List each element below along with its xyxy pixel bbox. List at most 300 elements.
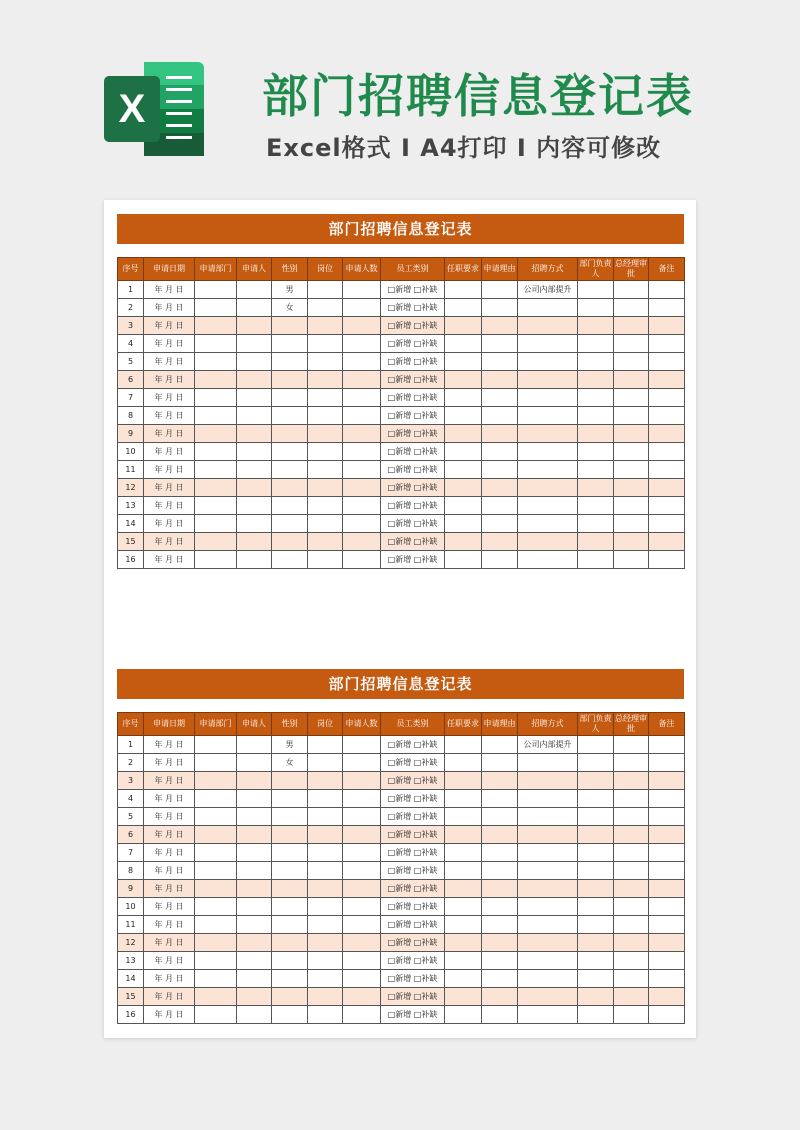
table-cell[interactable] xyxy=(343,335,381,353)
table-cell[interactable] xyxy=(445,407,482,425)
table-cell[interactable]: 14 xyxy=(118,970,144,988)
table-cell[interactable] xyxy=(578,808,614,826)
table-cell[interactable] xyxy=(518,371,578,389)
table-cell[interactable] xyxy=(237,736,272,754)
table-cell[interactable] xyxy=(343,407,381,425)
table-cell[interactable] xyxy=(578,772,614,790)
table-cell[interactable] xyxy=(649,425,685,443)
table-cell[interactable]: 6 xyxy=(118,371,144,389)
table-cell[interactable]: □新增 □补缺 xyxy=(381,826,445,844)
table-cell[interactable] xyxy=(518,407,578,425)
table-cell[interactable] xyxy=(482,754,518,772)
table-cell[interactable] xyxy=(272,443,308,461)
table-cell[interactable] xyxy=(578,862,614,880)
table-cell[interactable] xyxy=(237,988,272,1006)
table-cell[interactable] xyxy=(578,898,614,916)
table-cell[interactable]: 年 月 日 xyxy=(144,533,195,551)
table-cell[interactable] xyxy=(614,353,649,371)
table-cell[interactable]: 年 月 日 xyxy=(144,898,195,916)
table-cell[interactable] xyxy=(518,880,578,898)
table-cell[interactable] xyxy=(578,425,614,443)
table-cell[interactable]: 年 月 日 xyxy=(144,407,195,425)
table-cell[interactable]: 年 月 日 xyxy=(144,353,195,371)
table-cell[interactable] xyxy=(445,317,482,335)
table-cell[interactable] xyxy=(482,952,518,970)
table-cell[interactable] xyxy=(343,353,381,371)
table-cell[interactable] xyxy=(518,425,578,443)
table-cell[interactable] xyxy=(195,461,237,479)
table-cell[interactable] xyxy=(308,371,343,389)
table-cell[interactable] xyxy=(649,479,685,497)
table-cell[interactable] xyxy=(649,952,685,970)
table-cell[interactable] xyxy=(445,479,482,497)
table-cell[interactable] xyxy=(195,551,237,569)
table-cell[interactable] xyxy=(195,479,237,497)
table-cell[interactable] xyxy=(482,916,518,934)
table-cell[interactable]: □新增 □补缺 xyxy=(381,533,445,551)
table-cell[interactable]: 年 月 日 xyxy=(144,281,195,299)
table-cell[interactable]: □新增 □补缺 xyxy=(381,862,445,880)
table-cell[interactable] xyxy=(445,754,482,772)
table-cell[interactable] xyxy=(237,461,272,479)
table-cell[interactable] xyxy=(614,389,649,407)
table-cell[interactable] xyxy=(237,1006,272,1024)
table-cell[interactable]: 14 xyxy=(118,515,144,533)
table-cell[interactable] xyxy=(343,754,381,772)
table-cell[interactable]: 8 xyxy=(118,862,144,880)
table-cell[interactable] xyxy=(237,389,272,407)
table-cell[interactable] xyxy=(343,443,381,461)
table-cell[interactable] xyxy=(518,988,578,1006)
table-cell[interactable] xyxy=(518,299,578,317)
table-cell[interactable] xyxy=(237,443,272,461)
table-cell[interactable] xyxy=(195,790,237,808)
table-cell[interactable] xyxy=(343,790,381,808)
table-cell[interactable] xyxy=(272,335,308,353)
table-cell[interactable] xyxy=(237,299,272,317)
table-cell[interactable] xyxy=(343,808,381,826)
table-cell[interactable] xyxy=(272,461,308,479)
table-cell[interactable]: 1 xyxy=(118,281,144,299)
table-cell[interactable] xyxy=(195,299,237,317)
table-cell[interactable] xyxy=(308,497,343,515)
table-cell[interactable] xyxy=(237,916,272,934)
table-cell[interactable] xyxy=(237,515,272,533)
table-cell[interactable] xyxy=(343,533,381,551)
table-cell[interactable]: 年 月 日 xyxy=(144,808,195,826)
table-cell[interactable] xyxy=(308,407,343,425)
table-cell[interactable] xyxy=(518,772,578,790)
table-cell[interactable] xyxy=(308,916,343,934)
table-cell[interactable] xyxy=(578,389,614,407)
table-cell[interactable] xyxy=(237,880,272,898)
table-cell[interactable] xyxy=(343,479,381,497)
table-cell[interactable] xyxy=(482,826,518,844)
table-cell[interactable] xyxy=(343,371,381,389)
table-cell[interactable]: □新增 □补缺 xyxy=(381,443,445,461)
table-cell[interactable] xyxy=(195,988,237,1006)
table-cell[interactable] xyxy=(445,916,482,934)
table-cell[interactable] xyxy=(614,880,649,898)
table-cell[interactable] xyxy=(445,551,482,569)
table-cell[interactable]: 6 xyxy=(118,826,144,844)
table-cell[interactable] xyxy=(195,371,237,389)
table-cell[interactable] xyxy=(578,934,614,952)
table-cell[interactable] xyxy=(445,790,482,808)
table-cell[interactable] xyxy=(445,353,482,371)
table-cell[interactable] xyxy=(445,461,482,479)
table-cell[interactable] xyxy=(518,461,578,479)
table-cell[interactable] xyxy=(237,772,272,790)
table-cell[interactable] xyxy=(237,754,272,772)
table-cell[interactable] xyxy=(518,754,578,772)
table-cell[interactable] xyxy=(482,299,518,317)
table-cell[interactable] xyxy=(578,916,614,934)
table-cell[interactable]: □新增 □补缺 xyxy=(381,916,445,934)
table-cell[interactable]: 年 月 日 xyxy=(144,299,195,317)
table-cell[interactable] xyxy=(518,479,578,497)
table-cell[interactable] xyxy=(195,443,237,461)
table-cell[interactable] xyxy=(237,497,272,515)
table-cell[interactable]: 8 xyxy=(118,407,144,425)
table-cell[interactable] xyxy=(518,497,578,515)
table-cell[interactable] xyxy=(343,736,381,754)
table-cell[interactable] xyxy=(272,425,308,443)
table-cell[interactable] xyxy=(195,407,237,425)
table-cell[interactable]: 年 月 日 xyxy=(144,754,195,772)
table-cell[interactable] xyxy=(649,880,685,898)
table-cell[interactable] xyxy=(445,862,482,880)
table-cell[interactable] xyxy=(272,533,308,551)
table-cell[interactable]: □新增 □补缺 xyxy=(381,952,445,970)
table-cell[interactable]: 11 xyxy=(118,461,144,479)
table-cell[interactable] xyxy=(649,317,685,335)
table-cell[interactable] xyxy=(272,934,308,952)
table-cell[interactable] xyxy=(272,790,308,808)
table-cell[interactable] xyxy=(308,790,343,808)
table-cell[interactable] xyxy=(518,443,578,461)
table-cell[interactable] xyxy=(518,934,578,952)
table-cell[interactable] xyxy=(272,497,308,515)
table-cell[interactable] xyxy=(614,551,649,569)
table-cell[interactable] xyxy=(195,515,237,533)
table-cell[interactable] xyxy=(518,335,578,353)
table-cell[interactable] xyxy=(482,389,518,407)
table-cell[interactable] xyxy=(308,299,343,317)
table-cell[interactable] xyxy=(614,844,649,862)
table-cell[interactable] xyxy=(649,443,685,461)
table-cell[interactable] xyxy=(195,898,237,916)
table-cell[interactable]: 16 xyxy=(118,1006,144,1024)
table-cell[interactable]: 年 月 日 xyxy=(144,551,195,569)
table-cell[interactable] xyxy=(578,317,614,335)
table-cell[interactable] xyxy=(308,335,343,353)
table-cell[interactable]: 年 月 日 xyxy=(144,443,195,461)
table-cell[interactable] xyxy=(518,898,578,916)
table-cell[interactable] xyxy=(649,281,685,299)
table-cell[interactable] xyxy=(445,736,482,754)
table-cell[interactable]: 男 xyxy=(272,736,308,754)
table-cell[interactable]: 年 月 日 xyxy=(144,952,195,970)
table-cell[interactable] xyxy=(272,389,308,407)
table-cell[interactable]: 年 月 日 xyxy=(144,826,195,844)
table-cell[interactable] xyxy=(237,952,272,970)
table-cell[interactable]: 2 xyxy=(118,299,144,317)
table-cell[interactable] xyxy=(195,497,237,515)
table-cell[interactable]: 女 xyxy=(272,299,308,317)
table-cell[interactable] xyxy=(649,551,685,569)
table-cell[interactable]: 年 月 日 xyxy=(144,736,195,754)
table-cell[interactable] xyxy=(482,808,518,826)
table-cell[interactable] xyxy=(308,826,343,844)
table-cell[interactable] xyxy=(614,736,649,754)
table-cell[interactable] xyxy=(308,736,343,754)
table-cell[interactable] xyxy=(649,862,685,880)
table-cell[interactable] xyxy=(343,1006,381,1024)
table-cell[interactable] xyxy=(272,916,308,934)
table-cell[interactable] xyxy=(482,934,518,952)
table-cell[interactable] xyxy=(649,371,685,389)
table-cell[interactable] xyxy=(482,970,518,988)
table-cell[interactable] xyxy=(578,551,614,569)
table-cell[interactable] xyxy=(272,551,308,569)
table-cell[interactable] xyxy=(649,826,685,844)
table-cell[interactable] xyxy=(649,808,685,826)
table-cell[interactable] xyxy=(482,461,518,479)
table-cell[interactable] xyxy=(308,389,343,407)
table-cell[interactable] xyxy=(649,970,685,988)
table-cell[interactable] xyxy=(614,299,649,317)
table-cell[interactable] xyxy=(445,970,482,988)
table-cell[interactable] xyxy=(445,880,482,898)
table-cell[interactable]: □新增 □补缺 xyxy=(381,371,445,389)
table-cell[interactable] xyxy=(195,1006,237,1024)
table-cell[interactable]: □新增 □补缺 xyxy=(381,880,445,898)
table-cell[interactable] xyxy=(445,844,482,862)
table-cell[interactable]: 12 xyxy=(118,934,144,952)
table-cell[interactable] xyxy=(614,443,649,461)
table-cell[interactable] xyxy=(482,844,518,862)
table-cell[interactable] xyxy=(308,772,343,790)
table-cell[interactable] xyxy=(308,533,343,551)
table-cell[interactable]: 9 xyxy=(118,880,144,898)
table-cell[interactable]: 年 月 日 xyxy=(144,389,195,407)
table-cell[interactable] xyxy=(614,497,649,515)
table-cell[interactable]: 15 xyxy=(118,533,144,551)
table-cell[interactable] xyxy=(614,515,649,533)
table-cell[interactable] xyxy=(518,970,578,988)
table-cell[interactable] xyxy=(195,952,237,970)
table-cell[interactable] xyxy=(482,790,518,808)
table-cell[interactable] xyxy=(195,808,237,826)
table-cell[interactable]: 13 xyxy=(118,952,144,970)
table-cell[interactable]: 男 xyxy=(272,281,308,299)
table-cell[interactable] xyxy=(272,880,308,898)
table-cell[interactable] xyxy=(482,335,518,353)
table-cell[interactable]: 年 月 日 xyxy=(144,934,195,952)
table-cell[interactable] xyxy=(578,844,614,862)
table-cell[interactable] xyxy=(614,826,649,844)
table-cell[interactable] xyxy=(272,898,308,916)
table-cell[interactable] xyxy=(272,353,308,371)
table-cell[interactable] xyxy=(445,497,482,515)
table-cell[interactable] xyxy=(518,916,578,934)
table-cell[interactable]: □新增 □补缺 xyxy=(381,281,445,299)
table-cell[interactable] xyxy=(482,281,518,299)
table-cell[interactable] xyxy=(649,934,685,952)
table-cell[interactable]: □新增 □补缺 xyxy=(381,988,445,1006)
table-cell[interactable] xyxy=(308,317,343,335)
table-cell[interactable] xyxy=(578,515,614,533)
table-cell[interactable]: □新增 □补缺 xyxy=(381,425,445,443)
table-cell[interactable] xyxy=(649,1006,685,1024)
table-cell[interactable] xyxy=(649,736,685,754)
table-cell[interactable] xyxy=(343,299,381,317)
table-cell[interactable] xyxy=(649,916,685,934)
table-cell[interactable] xyxy=(308,551,343,569)
table-cell[interactable]: □新增 □补缺 xyxy=(381,772,445,790)
table-cell[interactable] xyxy=(195,335,237,353)
table-cell[interactable] xyxy=(343,880,381,898)
table-cell[interactable] xyxy=(482,862,518,880)
table-cell[interactable] xyxy=(518,862,578,880)
table-cell[interactable]: □新增 □补缺 xyxy=(381,844,445,862)
table-cell[interactable]: □新增 □补缺 xyxy=(381,1006,445,1024)
table-cell[interactable] xyxy=(445,425,482,443)
table-cell[interactable] xyxy=(237,425,272,443)
table-cell[interactable] xyxy=(195,281,237,299)
table-cell[interactable] xyxy=(614,281,649,299)
table-cell[interactable] xyxy=(272,772,308,790)
table-cell[interactable] xyxy=(343,898,381,916)
table-cell[interactable] xyxy=(343,515,381,533)
table-cell[interactable] xyxy=(445,1006,482,1024)
table-cell[interactable] xyxy=(578,335,614,353)
table-cell[interactable]: □新增 □补缺 xyxy=(381,497,445,515)
table-cell[interactable] xyxy=(518,790,578,808)
table-cell[interactable] xyxy=(578,988,614,1006)
table-cell[interactable] xyxy=(195,934,237,952)
table-cell[interactable] xyxy=(195,533,237,551)
table-cell[interactable] xyxy=(195,844,237,862)
table-cell[interactable] xyxy=(578,299,614,317)
table-cell[interactable] xyxy=(343,934,381,952)
table-cell[interactable] xyxy=(578,736,614,754)
table-cell[interactable]: □新增 □补缺 xyxy=(381,299,445,317)
table-cell[interactable] xyxy=(445,934,482,952)
table-cell[interactable]: □新增 □补缺 xyxy=(381,335,445,353)
table-cell[interactable] xyxy=(195,736,237,754)
table-cell[interactable] xyxy=(445,772,482,790)
table-cell[interactable] xyxy=(237,826,272,844)
table-cell[interactable] xyxy=(482,515,518,533)
table-cell[interactable] xyxy=(343,970,381,988)
table-cell[interactable] xyxy=(482,479,518,497)
table-cell[interactable] xyxy=(195,317,237,335)
table-cell[interactable] xyxy=(445,299,482,317)
table-cell[interactable] xyxy=(649,898,685,916)
table-cell[interactable]: 3 xyxy=(118,317,144,335)
table-cell[interactable] xyxy=(649,497,685,515)
table-cell[interactable] xyxy=(518,808,578,826)
table-cell[interactable] xyxy=(272,952,308,970)
table-cell[interactable] xyxy=(237,533,272,551)
table-cell[interactable] xyxy=(272,317,308,335)
table-cell[interactable] xyxy=(308,862,343,880)
table-cell[interactable]: □新增 □补缺 xyxy=(381,317,445,335)
table-cell[interactable] xyxy=(308,1006,343,1024)
table-cell[interactable] xyxy=(578,461,614,479)
table-cell[interactable] xyxy=(578,952,614,970)
table-cell[interactable]: 年 月 日 xyxy=(144,461,195,479)
table-cell[interactable] xyxy=(649,389,685,407)
table-cell[interactable]: □新增 □补缺 xyxy=(381,790,445,808)
table-cell[interactable]: 10 xyxy=(118,898,144,916)
table-cell[interactable] xyxy=(482,772,518,790)
table-cell[interactable]: 3 xyxy=(118,772,144,790)
table-cell[interactable] xyxy=(482,353,518,371)
table-cell[interactable] xyxy=(614,371,649,389)
table-cell[interactable] xyxy=(195,862,237,880)
table-cell[interactable]: □新增 □补缺 xyxy=(381,736,445,754)
table-cell[interactable]: 公司内部提升 xyxy=(518,281,578,299)
table-cell[interactable] xyxy=(308,880,343,898)
table-cell[interactable]: 女 xyxy=(272,754,308,772)
table-cell[interactable]: □新增 □补缺 xyxy=(381,754,445,772)
table-cell[interactable] xyxy=(272,826,308,844)
table-cell[interactable] xyxy=(614,808,649,826)
table-cell[interactable] xyxy=(343,317,381,335)
table-cell[interactable] xyxy=(308,808,343,826)
table-cell[interactable] xyxy=(445,988,482,1006)
table-cell[interactable] xyxy=(272,844,308,862)
table-cell[interactable] xyxy=(518,389,578,407)
table-cell[interactable] xyxy=(343,281,381,299)
table-cell[interactable] xyxy=(272,515,308,533)
table-cell[interactable] xyxy=(237,790,272,808)
table-cell[interactable] xyxy=(614,407,649,425)
table-cell[interactable]: 年 月 日 xyxy=(144,790,195,808)
table-cell[interactable] xyxy=(578,826,614,844)
table-cell[interactable] xyxy=(343,844,381,862)
table-cell[interactable] xyxy=(308,988,343,1006)
table-cell[interactable]: 15 xyxy=(118,988,144,1006)
table-cell[interactable] xyxy=(445,533,482,551)
table-cell[interactable] xyxy=(308,898,343,916)
table-cell[interactable]: 年 月 日 xyxy=(144,862,195,880)
table-cell[interactable] xyxy=(308,281,343,299)
table-cell[interactable] xyxy=(308,515,343,533)
table-cell[interactable] xyxy=(614,988,649,1006)
table-cell[interactable] xyxy=(649,754,685,772)
table-cell[interactable] xyxy=(482,407,518,425)
table-cell[interactable] xyxy=(614,425,649,443)
table-cell[interactable] xyxy=(195,880,237,898)
table-cell[interactable] xyxy=(343,772,381,790)
table-cell[interactable]: 9 xyxy=(118,425,144,443)
table-cell[interactable] xyxy=(445,952,482,970)
table-cell[interactable] xyxy=(518,317,578,335)
table-cell[interactable] xyxy=(445,826,482,844)
table-cell[interactable] xyxy=(195,353,237,371)
table-cell[interactable]: □新增 □补缺 xyxy=(381,389,445,407)
table-cell[interactable] xyxy=(578,790,614,808)
table-cell[interactable]: 年 月 日 xyxy=(144,970,195,988)
table-cell[interactable] xyxy=(445,808,482,826)
table-cell[interactable]: 年 月 日 xyxy=(144,1006,195,1024)
table-cell[interactable] xyxy=(272,808,308,826)
table-cell[interactable] xyxy=(343,389,381,407)
